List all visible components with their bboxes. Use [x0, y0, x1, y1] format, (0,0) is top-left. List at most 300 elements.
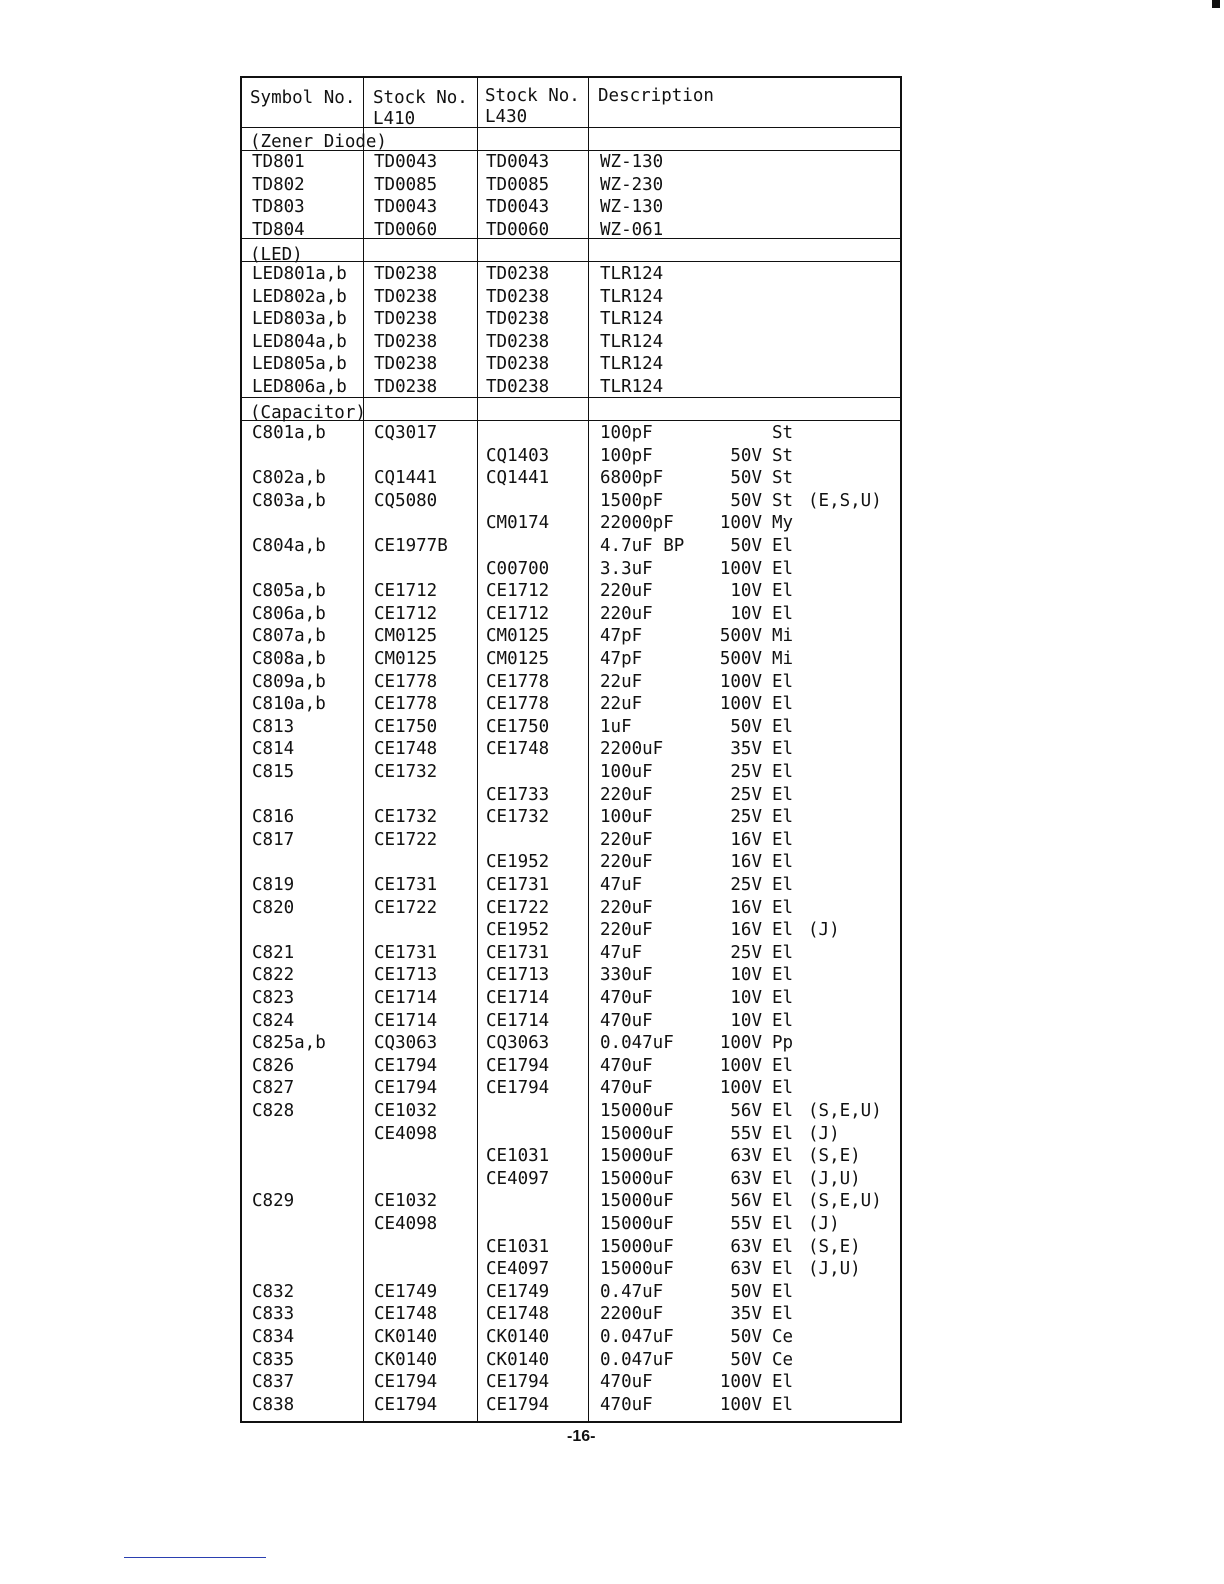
description-cell: WZ-130	[600, 152, 664, 172]
stock-no-l410-cell: CE4098	[374, 1214, 438, 1234]
description-cell: 6800pF	[600, 468, 664, 489]
footer-rule	[124, 1557, 266, 1558]
table-row	[242, 874, 900, 897]
stock-no-l430-cell: CE1714	[486, 1010, 550, 1031]
stock-no-l410-cell: CE1748	[374, 739, 438, 760]
stock-no-l410-cell: CE1714	[374, 988, 438, 1008]
symbol-no-cell: C823	[252, 988, 295, 1008]
type-cell: Mi	[772, 626, 794, 647]
description-cell: 0.47uF	[600, 1281, 664, 1302]
stock-no-l410-cell: CE1732	[374, 807, 438, 828]
table-row	[242, 1032, 900, 1055]
voltage-cell: 100V	[719, 558, 762, 579]
stock-no-l410-cell: CQ3017	[374, 423, 438, 443]
stock-no-l410-cell: CQ1441	[374, 468, 438, 489]
stock-no-l410-cell: CE1794	[374, 1078, 438, 1099]
region-cell: (J)	[808, 1123, 840, 1144]
table-row	[242, 219, 900, 242]
table-row	[242, 1010, 900, 1033]
stock-no-l430-cell: CE1794	[486, 1055, 550, 1076]
stock-no-l410-cell: TD0238	[374, 309, 438, 330]
stock-no-l430-cell: TD0085	[486, 174, 550, 195]
stock-no-l430-cell: CK0140	[486, 1327, 550, 1347]
table-row	[242, 263, 900, 286]
type-cell: El	[772, 1372, 794, 1393]
type-cell: El	[772, 1078, 794, 1099]
table-row	[242, 987, 900, 1010]
type-cell: El	[772, 965, 794, 986]
symbol-no-cell: C802a,b	[252, 468, 326, 489]
table-row	[242, 1145, 900, 1168]
stock-no-l430-cell: CE1778	[486, 694, 550, 715]
description-cell: 15000uF	[600, 1214, 674, 1234]
table-row	[242, 1123, 900, 1146]
stock-no-l410-cell: TD0238	[374, 286, 438, 307]
stock-no-l410-cell: TD0238	[374, 331, 438, 352]
stock-no-l430-cell: TD0238	[486, 331, 550, 352]
region-cell: (E,S,U)	[808, 490, 882, 511]
stock-no-l430-cell: CE1794	[486, 1372, 550, 1393]
symbol-no-cell: C832	[252, 1281, 295, 1302]
stock-no-l430-cell: CE1713	[486, 965, 550, 986]
voltage-cell: 100V	[719, 671, 762, 692]
stock-no-l430-cell: CQ1441	[486, 468, 550, 489]
symbol-no-cell: C808a,b	[252, 649, 326, 669]
region-cell: (J)	[808, 1214, 840, 1234]
description-cell: 220uF	[600, 897, 653, 918]
stock-no-l430-cell: CE1722	[486, 897, 550, 918]
voltage-cell: 35V	[730, 739, 762, 760]
table-row	[242, 1326, 900, 1349]
type-cell: El	[772, 942, 794, 963]
voltage-cell: 56V	[730, 1101, 762, 1121]
type-cell: El	[772, 852, 794, 873]
stock-no-l430-cell: CE1733	[486, 784, 550, 805]
stock-no-l430-cell: CE1952	[486, 852, 550, 873]
voltage-cell: 100V	[719, 1394, 762, 1415]
region-cell: (S,E)	[808, 1236, 861, 1257]
description-cell: 470uF	[600, 1372, 653, 1393]
header-stock-no-l410: Stock No.	[373, 88, 468, 108]
symbol-no-cell: LED805a,b	[252, 354, 347, 375]
stock-no-l410-cell: CE1032	[374, 1101, 438, 1121]
header-l410: L410	[373, 109, 416, 129]
stock-no-l410-cell: CE1712	[374, 581, 438, 602]
description-cell: 1500pF	[600, 490, 664, 511]
stock-no-l410-cell: CE1731	[374, 875, 438, 895]
voltage-cell: 100V	[719, 1372, 762, 1393]
stock-no-l430-cell: CE1748	[486, 739, 550, 760]
stock-no-l430-cell: CE1731	[486, 942, 550, 963]
stock-no-l410-cell: CM0125	[374, 649, 438, 669]
description-cell: 220uF	[600, 784, 653, 805]
description-cell: 15000uF	[600, 1168, 674, 1189]
table-row	[242, 806, 900, 829]
stock-no-l430-cell: CM0174	[486, 513, 550, 534]
type-cell: El	[772, 1394, 794, 1415]
description-cell: 220uF	[600, 920, 653, 941]
symbol-no-cell: C801a,b	[252, 423, 326, 443]
table-row	[242, 1213, 900, 1236]
stock-no-l430-cell: TD0238	[486, 377, 550, 397]
type-cell: El	[772, 807, 794, 828]
type-cell: El	[772, 581, 794, 602]
header-rule	[242, 127, 900, 128]
stock-no-l410-cell: TD0060	[374, 219, 438, 240]
table-row	[242, 1100, 900, 1123]
stock-no-l430-cell: CE1749	[486, 1281, 550, 1302]
table-row	[242, 151, 900, 174]
description-cell: 15000uF	[600, 1146, 674, 1167]
symbol-no-cell: C810a,b	[252, 694, 326, 715]
description-cell: 47pF	[600, 626, 643, 647]
description-cell: 100pF	[600, 445, 653, 466]
type-cell: El	[772, 694, 794, 715]
section-zener-diode: (Zener Diode)	[250, 132, 387, 152]
description-cell: 100uF	[600, 762, 653, 782]
description-cell: 100pF	[600, 423, 653, 443]
region-cell: (J)	[808, 920, 840, 941]
stock-no-l430-cell: CM0125	[486, 649, 550, 669]
symbol-no-cell: C824	[252, 1010, 295, 1031]
stock-no-l430-cell: CE4097	[486, 1168, 550, 1189]
type-cell: Mi	[772, 649, 794, 669]
voltage-cell: 500V	[719, 626, 762, 647]
description-cell: 220uF	[600, 581, 653, 602]
table-row	[242, 1394, 900, 1417]
type-cell: El	[772, 1214, 794, 1234]
type-cell: El	[772, 1191, 794, 1212]
voltage-cell: 25V	[730, 875, 762, 895]
stock-no-l430-cell: TD0238	[486, 309, 550, 330]
description-cell: 15000uF	[600, 1191, 674, 1212]
type-cell: El	[772, 762, 794, 782]
symbol-no-cell: C815	[252, 762, 295, 782]
voltage-cell: 50V	[730, 445, 762, 466]
symbol-no-cell: C829	[252, 1191, 295, 1212]
header-stock-no-l430: Stock No.	[485, 86, 580, 106]
table-row	[242, 535, 900, 558]
type-cell: St	[772, 490, 794, 511]
description-cell: 330uF	[600, 965, 653, 986]
voltage-cell: 63V	[730, 1259, 762, 1280]
symbol-no-cell: TD801	[252, 152, 305, 172]
region-cell: (S,E,U)	[808, 1191, 882, 1212]
table-row	[242, 738, 900, 761]
symbol-no-cell: C838	[252, 1394, 295, 1415]
voltage-cell: 35V	[730, 1304, 762, 1325]
type-cell: El	[772, 558, 794, 579]
type-cell: El	[772, 920, 794, 941]
symbol-no-cell: C819	[252, 875, 295, 895]
type-cell: St	[772, 445, 794, 466]
voltage-cell: 10V	[730, 603, 762, 624]
header-symbol-no: Symbol No.	[250, 88, 356, 108]
stock-no-l430-cell: CE1731	[486, 875, 550, 895]
description-cell: TLR124	[600, 264, 664, 284]
type-cell: El	[772, 1168, 794, 1189]
description-cell: 220uF	[600, 852, 653, 873]
region-cell: (J,U)	[808, 1259, 861, 1280]
symbol-no-cell: C817	[252, 829, 295, 850]
symbol-no-cell: C805a,b	[252, 581, 326, 602]
symbol-no-cell: TD803	[252, 197, 305, 218]
type-cell: El	[772, 671, 794, 692]
stock-no-l430-cell: CE1952	[486, 920, 550, 941]
description-cell: TLR124	[600, 354, 664, 375]
stock-no-l410-cell: CE1778	[374, 671, 438, 692]
voltage-cell: 50V	[730, 536, 762, 556]
header-description: Description	[598, 86, 714, 106]
section-capacitor: (Capacitor)	[250, 403, 366, 423]
table-row	[242, 784, 900, 807]
table-row	[242, 1281, 900, 1304]
table-row	[242, 376, 900, 399]
symbol-no-cell: C820	[252, 897, 295, 918]
type-cell: St	[772, 423, 794, 443]
voltage-cell: 100V	[719, 1033, 762, 1054]
symbol-no-cell: C816	[252, 807, 295, 828]
table-row	[242, 467, 900, 490]
table-row	[242, 671, 900, 694]
voltage-cell: 25V	[730, 807, 762, 828]
stock-no-l410-cell: CE1778	[374, 694, 438, 715]
type-cell: El	[772, 739, 794, 760]
stock-no-l410-cell: CQ3063	[374, 1033, 438, 1054]
table-row	[242, 1349, 900, 1372]
table-row	[242, 1236, 900, 1259]
stock-no-l410-cell: CE1749	[374, 1281, 438, 1302]
type-cell: El	[772, 1146, 794, 1167]
table-row	[242, 1371, 900, 1394]
type-cell: El	[772, 1055, 794, 1076]
stock-no-l410-cell: CE1977B	[374, 536, 448, 556]
description-cell: 470uF	[600, 1394, 653, 1415]
stock-no-l410-cell: CE1794	[374, 1055, 438, 1076]
table-row	[242, 196, 900, 219]
stock-no-l410-cell: CE1750	[374, 716, 438, 737]
stock-no-l430-cell: CE1778	[486, 671, 550, 692]
stock-no-l410-cell: CM0125	[374, 626, 438, 647]
description-cell: 470uF	[600, 988, 653, 1008]
description-cell: 47uF	[600, 942, 643, 963]
voltage-cell: 55V	[730, 1123, 762, 1144]
symbol-no-cell: C827	[252, 1078, 295, 1099]
description-cell: 220uF	[600, 829, 653, 850]
table-row	[242, 851, 900, 874]
voltage-cell: 10V	[730, 965, 762, 986]
stock-no-l410-cell: CE1794	[374, 1372, 438, 1393]
type-cell: El	[772, 716, 794, 737]
description-cell: 22000pF	[600, 513, 674, 534]
stock-no-l430-cell: TD0043	[486, 197, 550, 218]
symbol-no-cell: LED801a,b	[252, 264, 347, 284]
stock-no-l430-cell: CE1732	[486, 807, 550, 828]
table-row	[242, 648, 900, 671]
stock-no-l410-cell: CE1713	[374, 965, 438, 986]
voltage-cell: 100V	[719, 1055, 762, 1076]
symbol-no-cell: TD802	[252, 174, 305, 195]
description-cell: 22uF	[600, 671, 643, 692]
stock-no-l430-cell: TD0238	[486, 264, 550, 284]
table-row	[242, 580, 900, 603]
region-cell: (J,U)	[808, 1168, 861, 1189]
voltage-cell: 50V	[730, 1349, 762, 1370]
description-cell: 22uF	[600, 694, 643, 715]
region-cell: (S,E,U)	[808, 1101, 882, 1121]
table-row	[242, 829, 900, 852]
description-cell: 15000uF	[600, 1236, 674, 1257]
description-cell: 15000uF	[600, 1259, 674, 1280]
symbol-no-cell: LED802a,b	[252, 286, 347, 307]
section-rule-led	[242, 261, 900, 262]
stock-no-l430-cell: CE1794	[486, 1078, 550, 1099]
description-cell: 100uF	[600, 807, 653, 828]
stock-no-l410-cell: CE4098	[374, 1123, 438, 1144]
table-row	[242, 919, 900, 942]
symbol-no-cell: LED804a,b	[252, 331, 347, 352]
stock-no-l430-cell: CE4097	[486, 1259, 550, 1280]
symbol-no-cell: C803a,b	[252, 490, 326, 511]
voltage-cell: 10V	[730, 1010, 762, 1031]
stock-no-l410-cell: CE1732	[374, 762, 438, 782]
description-cell: WZ-130	[600, 197, 664, 218]
stock-no-l410-cell: TD0043	[374, 152, 438, 172]
description-cell: 0.047uF	[600, 1033, 674, 1054]
voltage-cell: 10V	[730, 988, 762, 1008]
stock-no-l410-cell: CK0140	[374, 1327, 438, 1347]
table-row	[242, 603, 900, 626]
parts-list-table	[240, 76, 902, 1423]
stock-no-l410-cell: TD0238	[374, 377, 438, 397]
description-cell: 220uF	[600, 603, 653, 624]
table-row	[242, 1077, 900, 1100]
symbol-no-cell: C828	[252, 1101, 295, 1121]
stock-no-l430-cell: TD0060	[486, 219, 550, 240]
stock-no-l410-cell: TD0043	[374, 197, 438, 218]
type-cell: El	[772, 829, 794, 850]
table-row	[242, 512, 900, 535]
type-cell: El	[772, 875, 794, 895]
table-row	[242, 422, 900, 445]
voltage-cell: 16V	[730, 829, 762, 850]
table-row	[242, 693, 900, 716]
voltage-cell: 63V	[730, 1146, 762, 1167]
table-row	[242, 1303, 900, 1326]
stock-no-l410-cell: CE1794	[374, 1394, 438, 1415]
description-cell: 47uF	[600, 875, 643, 895]
stock-no-l430-cell: CE1712	[486, 603, 550, 624]
table-row	[242, 1258, 900, 1281]
stock-no-l430-cell: CQ3063	[486, 1033, 550, 1054]
symbol-no-cell: C813	[252, 716, 295, 737]
stock-no-l430-cell: CE1750	[486, 716, 550, 737]
type-cell: El	[772, 1304, 794, 1325]
stock-no-l410-cell: CE1722	[374, 829, 438, 850]
voltage-cell: 63V	[730, 1236, 762, 1257]
voltage-cell: 50V	[730, 468, 762, 489]
description-cell: 4.7uF BP	[600, 536, 685, 556]
table-row	[242, 490, 900, 513]
stock-no-l410-cell: CE1748	[374, 1304, 438, 1325]
stock-no-l410-cell: TD0238	[374, 354, 438, 375]
type-cell: St	[772, 468, 794, 489]
description-cell: 470uF	[600, 1010, 653, 1031]
stock-no-l410-cell: CE1722	[374, 897, 438, 918]
symbol-no-cell: C825a,b	[252, 1033, 326, 1054]
type-cell: Ce	[772, 1327, 794, 1347]
description-cell: 0.047uF	[600, 1327, 674, 1347]
voltage-cell: 16V	[730, 920, 762, 941]
table-row	[242, 897, 900, 920]
voltage-cell: 25V	[730, 784, 762, 805]
table-row	[242, 964, 900, 987]
description-cell: WZ-061	[600, 219, 664, 240]
description-cell: TLR124	[600, 331, 664, 352]
table-row	[242, 716, 900, 739]
stock-no-l410-cell: CE1032	[374, 1191, 438, 1212]
description-cell: 1uF	[600, 716, 632, 737]
type-cell: El	[772, 1259, 794, 1280]
stock-no-l410-cell: CE1712	[374, 603, 438, 624]
stock-no-l430-cell: CE1794	[486, 1394, 550, 1415]
type-cell: El	[772, 603, 794, 624]
section-rule-capacitor	[242, 420, 900, 421]
description-cell: 2200uF	[600, 739, 664, 760]
symbol-no-cell: C822	[252, 965, 295, 986]
description-cell: 470uF	[600, 1055, 653, 1076]
page-corner-mark	[1212, 0, 1220, 8]
voltage-cell: 50V	[730, 1327, 762, 1347]
voltage-cell: 100V	[719, 694, 762, 715]
stock-no-l430-cell: TD0043	[486, 152, 550, 172]
stock-no-l430-cell: CE1714	[486, 988, 550, 1008]
stock-no-l430-cell: TD0238	[486, 354, 550, 375]
stock-no-l430-cell: CE1031	[486, 1146, 550, 1167]
description-cell: 3.3uF	[600, 558, 653, 579]
description-cell: WZ-230	[600, 174, 664, 195]
voltage-cell: 55V	[730, 1214, 762, 1234]
symbol-no-cell: C837	[252, 1372, 295, 1393]
symbol-no-cell: C806a,b	[252, 603, 326, 624]
description-cell: 2200uF	[600, 1304, 664, 1325]
table-row	[242, 445, 900, 468]
symbol-no-cell: C809a,b	[252, 671, 326, 692]
table-row	[242, 1168, 900, 1191]
description-cell: 15000uF	[600, 1101, 674, 1121]
type-cell: Pp	[772, 1033, 794, 1054]
voltage-cell: 63V	[730, 1168, 762, 1189]
table-row	[242, 1190, 900, 1213]
stock-no-l430-cell: CE1748	[486, 1304, 550, 1325]
symbol-no-cell: LED806a,b	[252, 377, 347, 397]
voltage-cell: 56V	[730, 1191, 762, 1212]
section-led: (LED)	[250, 245, 303, 265]
stock-no-l410-cell: TD0085	[374, 174, 438, 195]
stock-no-l410-cell: CK0140	[374, 1349, 438, 1370]
symbol-no-cell: TD804	[252, 219, 305, 240]
stock-no-l430-cell: CE1031	[486, 1236, 550, 1257]
symbol-no-cell: C826	[252, 1055, 295, 1076]
voltage-cell: 16V	[730, 897, 762, 918]
type-cell: El	[772, 1281, 794, 1302]
stock-no-l430-cell: CQ1403	[486, 445, 550, 466]
table-row	[242, 331, 900, 354]
description-cell: 15000uF	[600, 1123, 674, 1144]
description-cell: TLR124	[600, 377, 664, 397]
voltage-cell: 100V	[719, 1078, 762, 1099]
type-cell: El	[772, 897, 794, 918]
